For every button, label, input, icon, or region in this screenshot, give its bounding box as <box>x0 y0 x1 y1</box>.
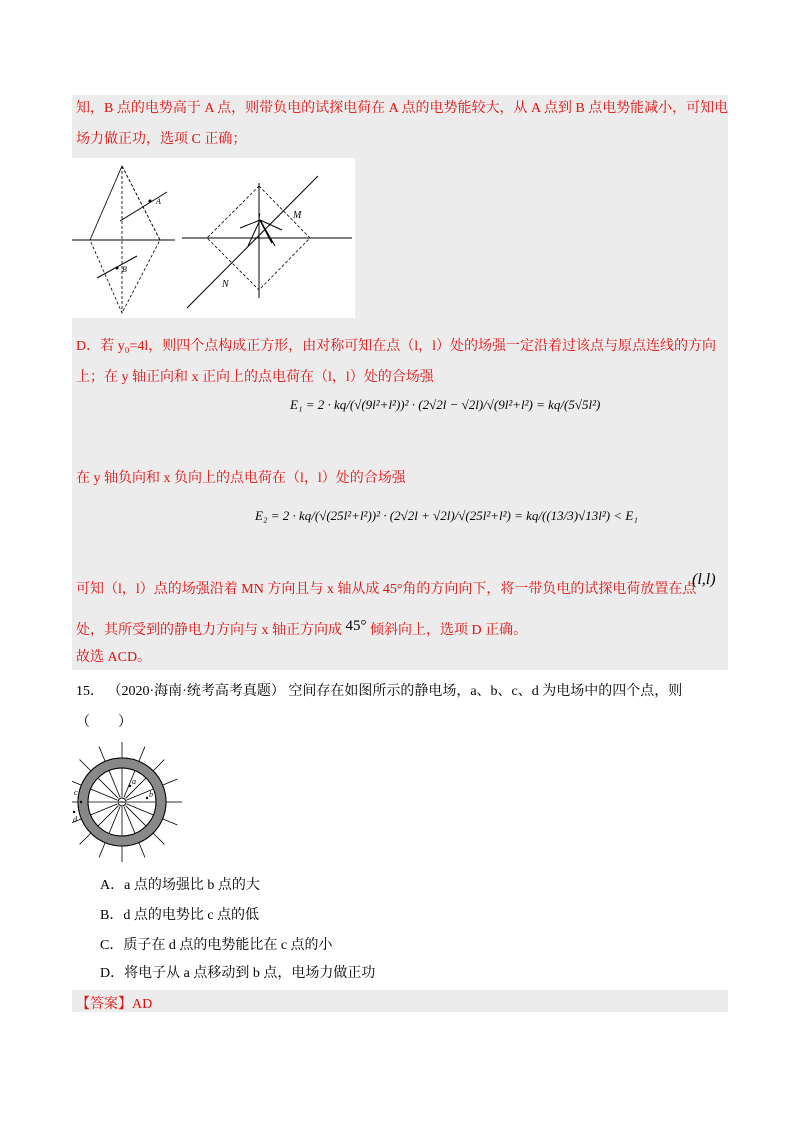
label-l: l <box>258 212 261 222</box>
ring-field-figure <box>72 740 202 870</box>
equation-e1-text: E₁ = 2 · kq/(√(9l²+l²))² · (2√2l − √2l)/√(9l²+l²) = kq/(5√5l²) <box>290 397 601 412</box>
diamond-field-figure <box>72 158 355 318</box>
conclusion-line-2b: 倾斜向上，选项 D 正确。 <box>370 623 528 638</box>
answer-line <box>76 993 152 1013</box>
conclusion-line-2a: 处，其所受到的静电力方向与 x 轴正方向成 <box>76 623 342 638</box>
option-d-line-1: D．若 y₀=4l，则四个点构成正方形，由对称可知在点（l，l）处的场强一定沿着过该点与原点连线的方向 <box>76 339 717 354</box>
outer-field-line <box>163 819 178 825</box>
label-B: B <box>122 265 127 274</box>
option-b[interactable]: B．d 点的电势比 c 点的低 <box>100 908 260 923</box>
equation-e1 <box>290 397 600 413</box>
option-c[interactable]: C．质子在 d 点的电势能比在 c 点的小 <box>100 938 333 953</box>
option-a[interactable]: A．a 点的场强比 b 点的大 <box>100 878 260 893</box>
outer-field-line <box>72 779 81 785</box>
label-a: a <box>132 777 136 786</box>
angle-45: 45° <box>345 618 367 634</box>
outer-field-line <box>163 779 178 785</box>
conclusion-line-2 <box>76 620 527 641</box>
label-M: M <box>293 210 302 221</box>
option-d[interactable]: D．将电子从 a 点移动到 b 点，电场力做正功 <box>100 966 376 981</box>
solution-line-1: 知，B 点的电势高于 A 点，则带负电的试探电荷在 A 点的电势能较大，从 A 点到 B 点电势能减小，可知电 <box>76 101 729 116</box>
outer-field-line <box>80 833 91 844</box>
equation-e2-text: E₂ = 2 · kq/(√(25l²+l²))² · (2√2l + √2l)/√(25l²+l²) = kq/((13/3)√13l²) < E₁ <box>255 508 638 523</box>
answer-value: AD <box>132 997 153 1012</box>
option-d-line-2: 上；在 y 轴正向和 x 正向上的点电荷在（l，l）处的合场强 <box>76 370 434 385</box>
outer-field-line <box>139 747 145 762</box>
outer-field-line <box>153 833 164 844</box>
label-N: N <box>222 279 229 290</box>
e2-intro-line: 在 y 轴负向和 x 负向上的点电荷在（l，l）处的合场强 <box>76 471 406 486</box>
question-text: 空间存在如图所示的静电场，a、b、c、d 为电场中的四个点，则 <box>288 684 683 699</box>
outer-field-line <box>80 760 91 771</box>
question-source: （2020·海南·统考高考真题） <box>107 684 285 699</box>
label-A: A <box>156 197 161 206</box>
equation-e2 <box>255 508 638 524</box>
question-number: 15． <box>76 684 104 699</box>
final-choice: 故选 ACD。 <box>76 650 152 665</box>
answer-panel <box>72 990 728 1012</box>
label-d: d <box>73 815 77 824</box>
answer-blank: （ ） <box>76 715 132 730</box>
outer-field-line <box>99 747 105 762</box>
solution-line-2: 场力做正功，选项 C 正确； <box>76 132 247 147</box>
answer-label: 【答案】 <box>76 997 132 1012</box>
conclusion-line-1: 可知（l，l）点的场强沿着 MN 方向且与 x 轴从成 45°角的方向向下，将一带负电的试探电荷放置在点 <box>76 582 697 597</box>
question-stem <box>76 682 682 702</box>
outer-field-line <box>153 760 164 771</box>
label-c: c <box>74 788 78 797</box>
label-b: b <box>149 790 153 799</box>
outer-field-line <box>99 843 105 858</box>
outer-field-line <box>139 843 145 858</box>
point-ll: (l,l) <box>692 571 716 588</box>
